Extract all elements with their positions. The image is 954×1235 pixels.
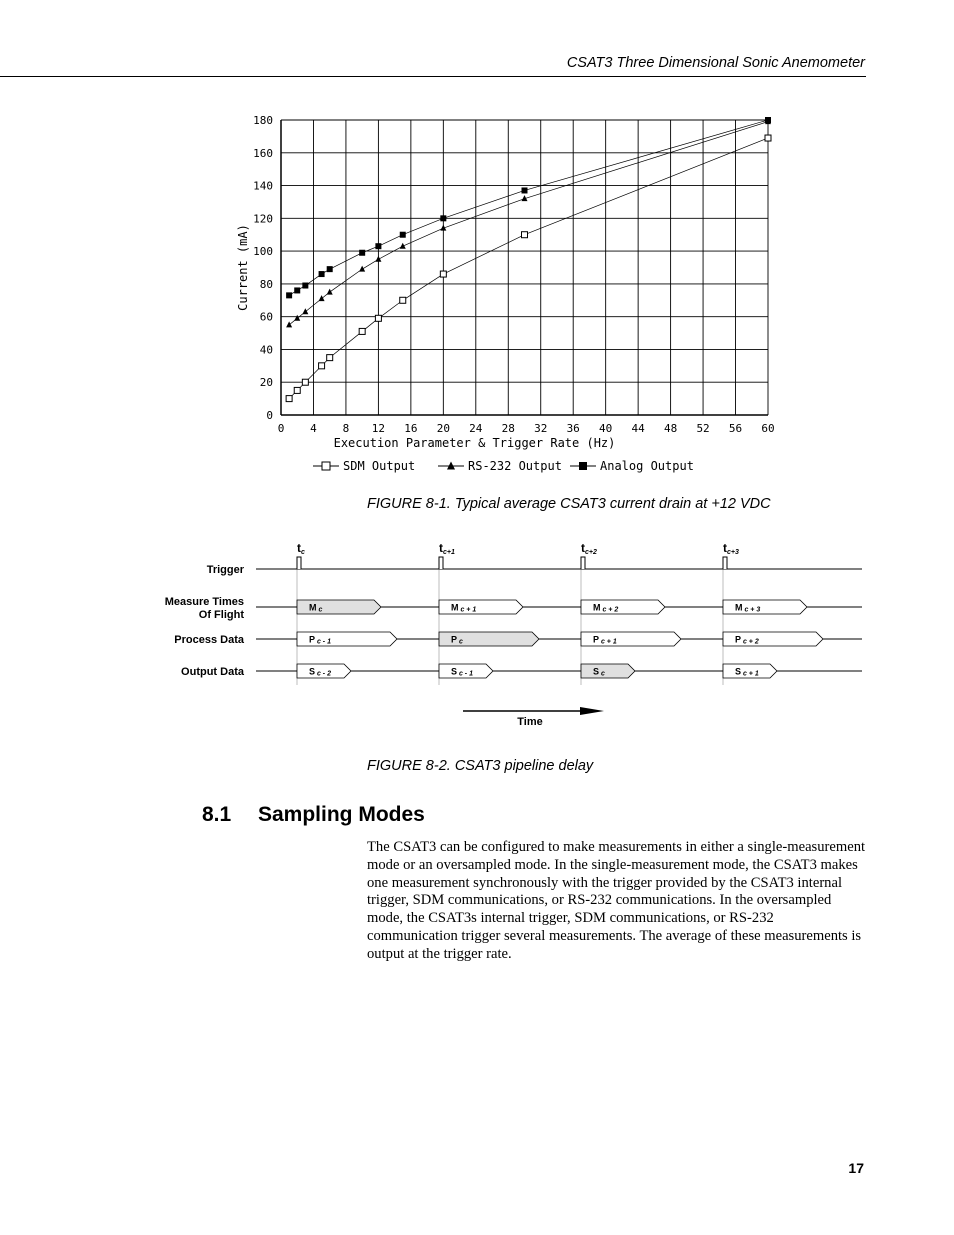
series-0 — [286, 135, 771, 402]
legend-label: RS-232 Output — [468, 459, 562, 473]
data-point — [375, 243, 381, 249]
cell-label: P c — [451, 634, 463, 646]
time-arrow-head — [580, 707, 604, 715]
x-tick-label: 16 — [404, 422, 418, 435]
y-tick-label: 100 — [253, 245, 273, 259]
row-label-measure: Measure Times — [164, 596, 244, 608]
row-label-process: Process Data — [174, 634, 244, 646]
y-tick-label: 160 — [253, 146, 273, 160]
row-label-measure-2: Of Flight — [198, 609, 244, 621]
x-tick-label: 20 — [436, 422, 450, 435]
time-axis-label: Time — [517, 716, 543, 728]
data-point — [522, 232, 528, 238]
measure-cell — [439, 600, 523, 614]
x-tick-label: 8 — [342, 422, 350, 435]
data-point — [400, 232, 406, 238]
cell-label: M c + 3 — [735, 602, 761, 614]
trigger-time-label: tc+1 — [439, 541, 455, 556]
running-header-title: CSAT3 Three Dimensional Sonic Anemometer — [566, 55, 865, 71]
data-point — [765, 117, 771, 123]
row-label-output: Output Data — [181, 666, 244, 678]
legend-marker — [322, 462, 330, 470]
y-tick-label: 120 — [253, 212, 273, 226]
x-axis-label: Execution Parameter & Trigger Rate (Hz) — [333, 436, 616, 450]
y-tick-label: 40 — [259, 343, 273, 357]
data-point — [400, 297, 406, 303]
output-cell — [297, 664, 351, 678]
trigger-time-label: tc — [297, 541, 305, 556]
legend-entry-0 — [313, 459, 415, 473]
data-point — [327, 289, 333, 295]
y-tick-label: 0 — [266, 409, 273, 422]
y-tick-label: 20 — [259, 376, 273, 390]
data-point — [359, 328, 365, 334]
trigger-time-label: tc+2 — [581, 541, 597, 556]
data-point — [359, 250, 365, 256]
y-tick-label: 80 — [259, 277, 273, 291]
process-cell — [439, 632, 539, 646]
data-point — [302, 283, 308, 289]
data-point — [375, 256, 381, 262]
legend-marker — [579, 462, 587, 470]
series-line — [289, 122, 768, 325]
data-point — [286, 292, 292, 298]
pipeline-delay-diagram — [0, 535, 954, 735]
x-tick-label: 36 — [566, 422, 580, 435]
measure-cell — [297, 600, 381, 614]
x-tick-label: 32 — [534, 422, 548, 435]
measure-cell — [581, 600, 665, 614]
series-1 — [286, 118, 771, 327]
cell-shape — [581, 664, 635, 678]
data-point — [319, 363, 325, 369]
trigger-pulse — [439, 557, 443, 569]
data-point — [319, 271, 325, 277]
output-cell — [723, 664, 777, 678]
trigger-pulse — [297, 557, 301, 569]
data-point — [375, 315, 381, 321]
y-tick-label: 180 — [253, 114, 273, 127]
current-drain-chart — [0, 100, 954, 485]
trigger-pulse — [581, 557, 585, 569]
x-tick-label: 24 — [469, 422, 483, 435]
data-point — [286, 321, 292, 327]
data-point — [294, 315, 300, 321]
legend-label: Analog Output — [600, 459, 694, 473]
legend-entry-1 — [438, 459, 562, 473]
cell-label: P c - 1 — [309, 634, 331, 646]
process-cell — [297, 632, 397, 646]
legend-entry-2 — [570, 459, 694, 473]
cell-label: P c + 2 — [735, 634, 759, 646]
cell-label: S c — [593, 666, 605, 678]
row-label-trigger: Trigger — [206, 564, 244, 576]
cell-label: S c - 2 — [309, 666, 331, 678]
data-point — [302, 379, 308, 385]
data-point — [359, 266, 365, 272]
output-cell — [581, 664, 635, 678]
data-point — [286, 396, 292, 402]
data-point — [302, 308, 308, 314]
page-number: 17 — [848, 1160, 864, 1176]
trigger-pulse — [723, 557, 727, 569]
data-point — [440, 271, 446, 277]
output-cell — [439, 664, 493, 678]
section-title: Sampling Modes — [258, 803, 425, 826]
x-tick-label: 56 — [728, 422, 743, 435]
process-cell — [723, 632, 823, 646]
legend-label: SDM Output — [343, 459, 416, 473]
cell-label: M c — [309, 602, 323, 614]
section-body-text: The CSAT3 can be configured to make measurements in either a single-measurement mode or an oversampled mode. In the single-measurement mode, the CSAT3 makes one measurement synchronously with the trigger provided by the CSAT3 internal trigger, SDM communications, or RS-232 communications. In the oversampled mode, the CSAT3s internal trigger, SDM communications, or RS-232 communication trigger several measurements. The average of these measurements is output at the trigger rate. — [367, 839, 866, 962]
x-tick-label: 60 — [761, 422, 775, 435]
x-tick-label: 40 — [599, 422, 613, 435]
cell-label: S c - 1 — [451, 666, 473, 678]
x-tick-label: 52 — [696, 422, 710, 435]
process-cell — [581, 632, 681, 646]
data-point — [294, 287, 300, 293]
measure-cell — [723, 600, 807, 614]
y-tick-label: 140 — [253, 179, 273, 193]
data-point — [522, 187, 528, 193]
figure-8-2-caption: FIGURE 8-2. CSAT3 pipeline delay — [367, 758, 594, 774]
x-tick-label: 0 — [277, 422, 285, 435]
data-point — [294, 387, 300, 393]
data-point — [440, 215, 446, 221]
cell-label: M c + 1 — [451, 602, 477, 614]
figure-8-1-caption: FIGURE 8-1. Typical average CSAT3 current drain at +12 VDC — [367, 496, 771, 512]
y-axis-label: Current (mA) — [236, 224, 250, 311]
trigger-time-label: tc+3 — [723, 541, 739, 556]
cell-label: M c + 2 — [593, 602, 619, 614]
data-point — [327, 266, 333, 272]
x-tick-label: 4 — [310, 422, 317, 435]
section-number: 8.1 — [202, 803, 232, 826]
cell-label: P c + 1 — [593, 634, 617, 646]
y-tick-label: 60 — [259, 310, 273, 324]
section-heading — [202, 803, 425, 827]
data-point — [327, 355, 333, 361]
data-point — [319, 295, 325, 301]
data-point — [765, 135, 771, 141]
header-rule — [0, 76, 866, 77]
x-tick-label: 28 — [501, 422, 515, 435]
data-point — [400, 243, 406, 249]
x-tick-label: 48 — [663, 422, 678, 435]
x-tick-label: 12 — [371, 422, 386, 435]
cell-label: S c + 1 — [735, 666, 759, 678]
x-tick-label: 44 — [631, 422, 645, 435]
